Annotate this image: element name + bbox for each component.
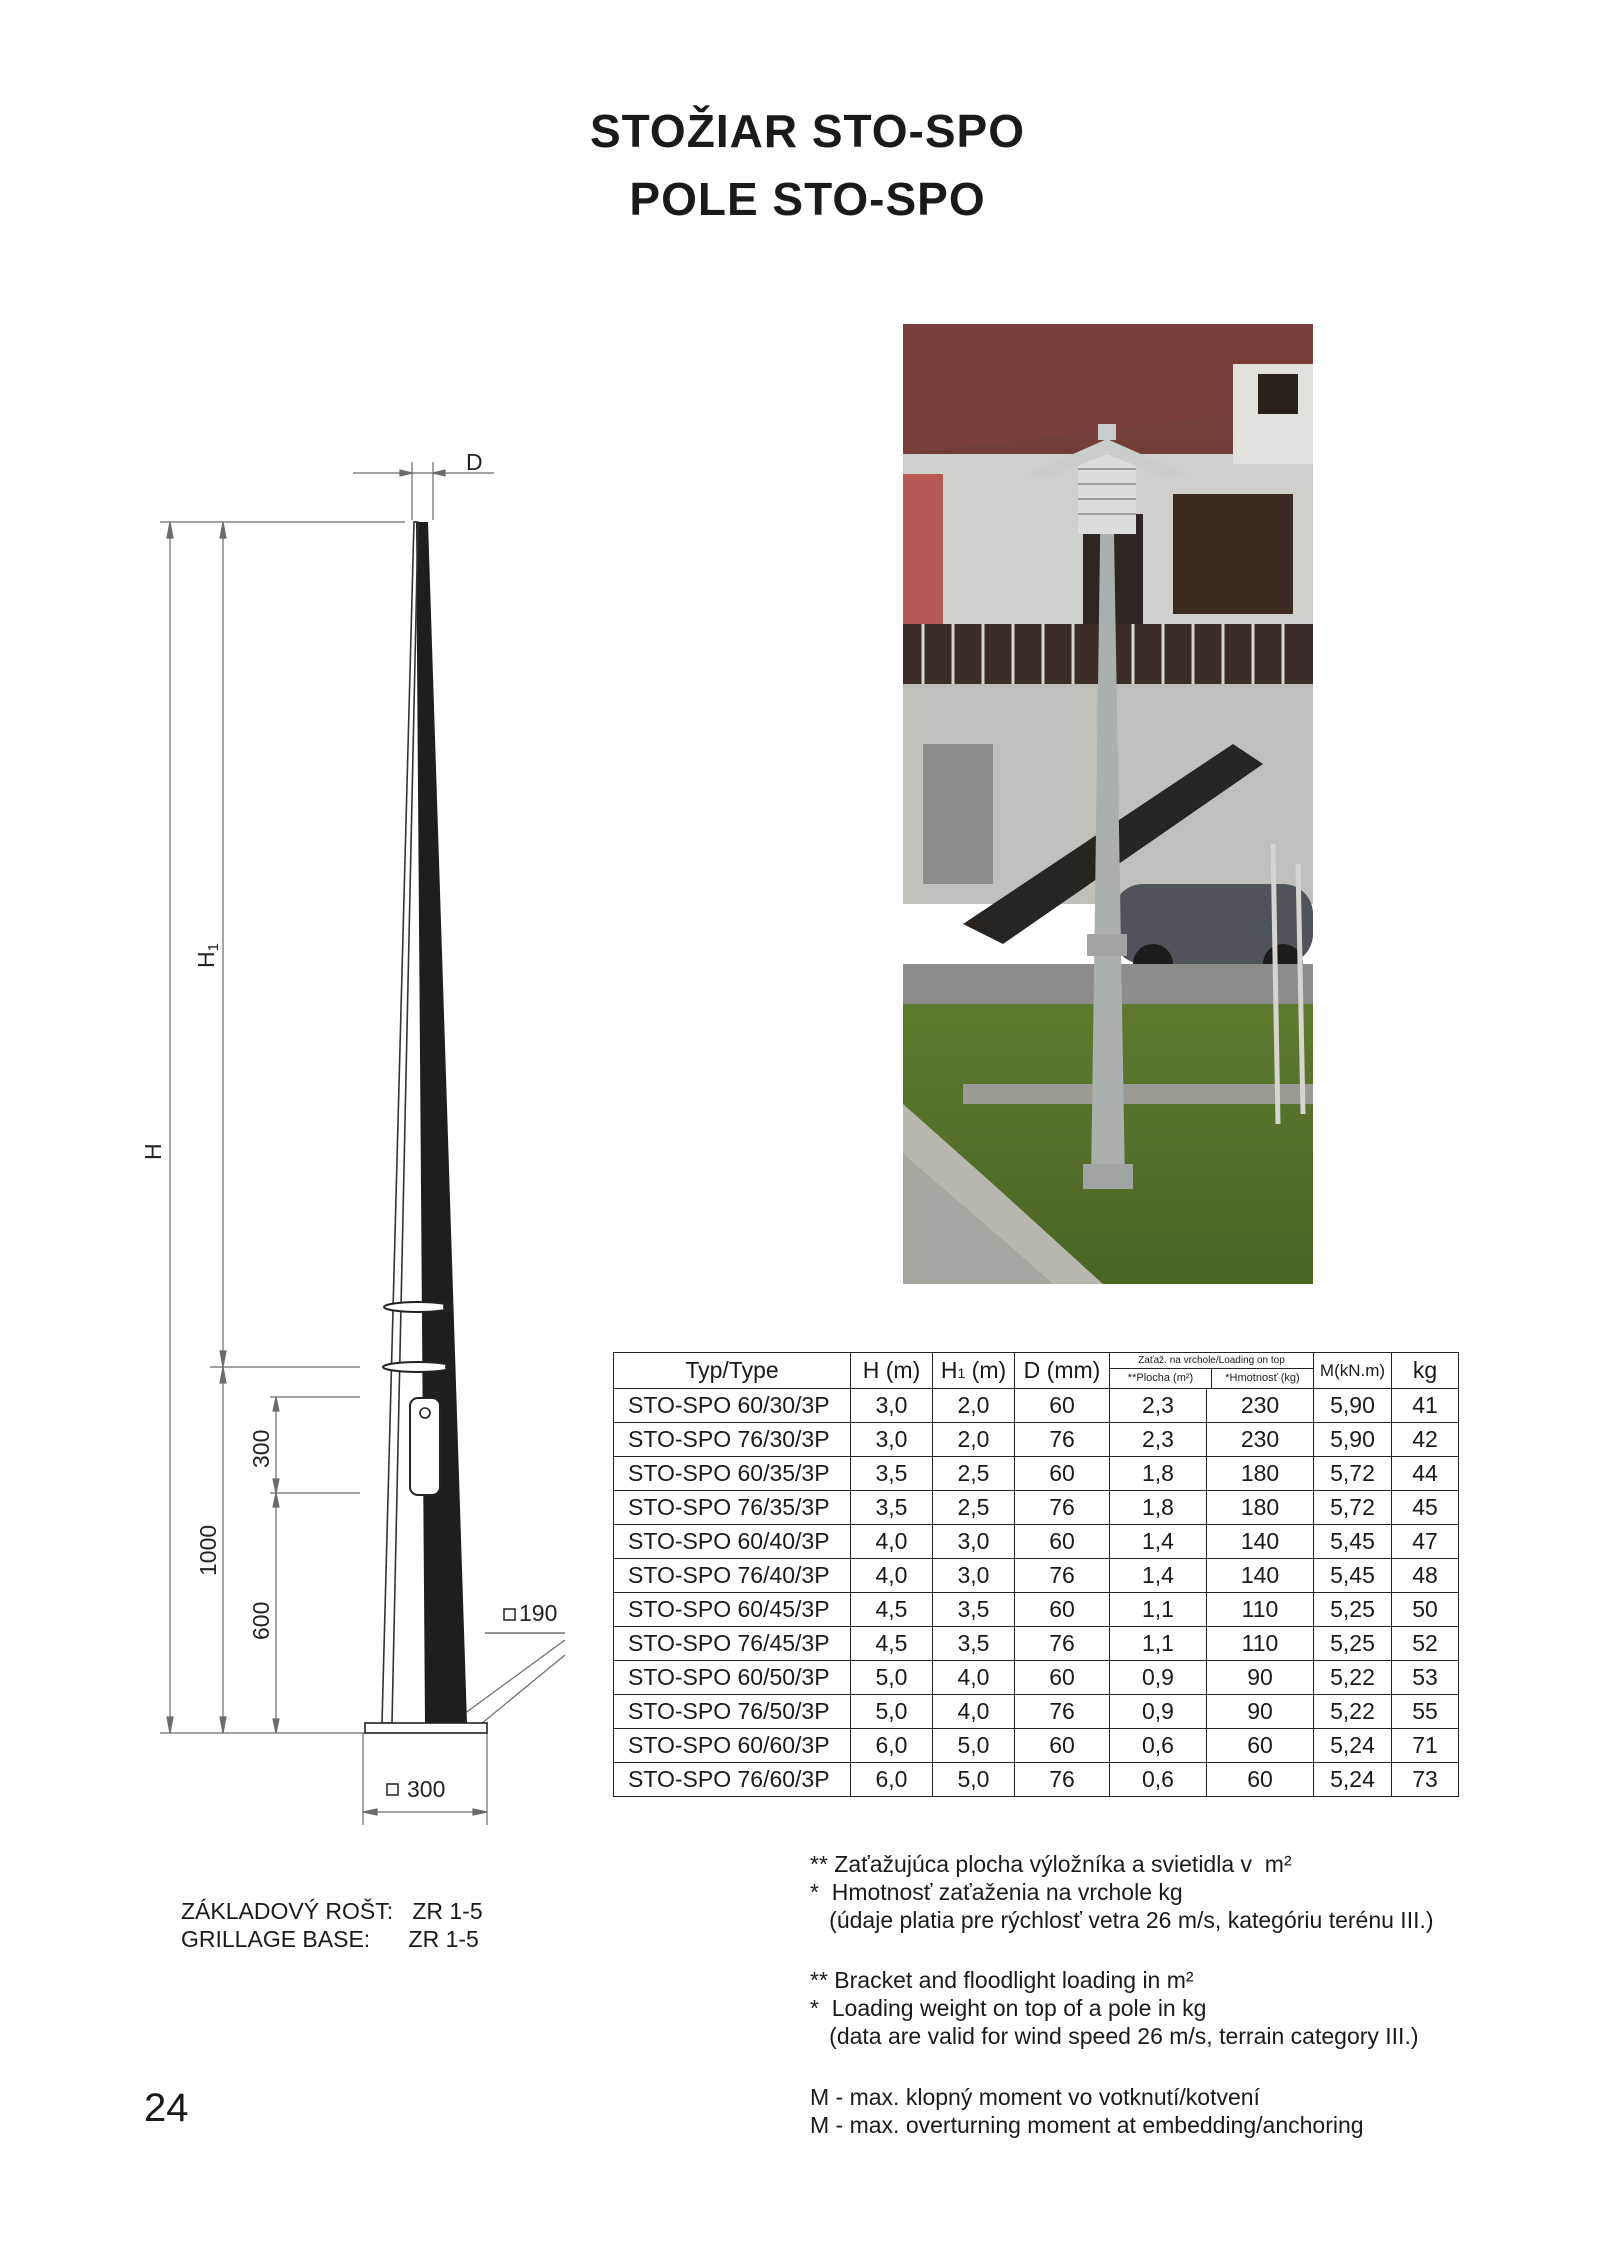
label-300: 300 xyxy=(248,1429,274,1468)
col-header-d: D (mm) xyxy=(1015,1353,1110,1389)
square-symbol-icon xyxy=(504,1609,515,1620)
col-header-type: Typ/Type xyxy=(614,1353,851,1389)
pole-shape xyxy=(365,522,487,1733)
table-row: STO-SPO 60/35/3P 3,5 2,5 60 1,8 180 5,72 44 xyxy=(614,1457,1459,1491)
spec-table xyxy=(613,1352,1459,1797)
col-header-m: M(kN.m) xyxy=(1314,1353,1392,1389)
notes-moment: M - max. klopný moment vo votknutí/kotvení M - max. overturning moment at embedding/anchoring xyxy=(810,2084,1364,2138)
label-h1: H1 xyxy=(193,943,222,968)
table-row: STO-SPO 60/40/3P 4,0 3,0 60 1,4 140 5,45 47 xyxy=(614,1525,1459,1559)
table-row: STO-SPO 60/60/3P 6,0 5,0 60 0,6 60 5,24 71 xyxy=(614,1729,1459,1763)
table-row: STO-SPO 60/50/3P 5,0 4,0 60 0,9 90 5,22 53 xyxy=(614,1661,1459,1695)
label-d: D xyxy=(466,449,483,475)
square-symbol-icon xyxy=(387,1784,398,1795)
table-row: STO-SPO 60/30/3P 3,0 2,0 60 2,3 230 5,90 41 xyxy=(614,1389,1459,1423)
notes-slovak: ** Zaťažujúca plocha výložníka a svietidla v m² * Hmotnosť zaťaženia na vrchole kg (údaje platia pre rýchlosť vetra 26 m/s, kategóriu terénu III.) xyxy=(810,1851,1434,1933)
label-600: 600 xyxy=(248,1601,274,1640)
page-subtitle: POLE STO-SPO xyxy=(629,173,986,225)
table-row: STO-SPO 76/60/3P 6,0 5,0 76 0,6 60 5,24 73 xyxy=(614,1763,1459,1797)
label-h: H xyxy=(140,1143,166,1160)
label-base-190: 190 xyxy=(519,1600,558,1626)
col-header-load: Zaťaž. na vrchole/Loading on top **Plocha (m²) *Hmotnosť (kg) xyxy=(1110,1353,1314,1389)
table-row: STO-SPO 76/40/3P 4,0 3,0 76 1,4 140 5,45 48 xyxy=(614,1559,1459,1593)
table-row: STO-SPO 76/45/3P 4,5 3,5 76 1,1 110 5,25 52 xyxy=(614,1627,1459,1661)
table-row: STO-SPO 76/50/3P 5,0 4,0 76 0,9 90 5,22 55 xyxy=(614,1695,1459,1729)
label-1000: 1000 xyxy=(195,1524,221,1576)
table-row: STO-SPO 76/35/3P 3,5 2,5 76 1,8 180 5,72 45 xyxy=(614,1491,1459,1525)
pole-technical-drawing xyxy=(0,0,700,1900)
col-header-h1: H1 (m) xyxy=(933,1353,1015,1389)
table-row: STO-SPO 76/30/3P 3,0 2,0 76 2,3 230 5,90 42 xyxy=(614,1423,1459,1457)
col-header-h: H (m) xyxy=(851,1353,933,1389)
col-header-kg: kg xyxy=(1392,1353,1459,1389)
table-row: STO-SPO 60/45/3P 4,5 3,5 60 1,1 110 5,25 50 xyxy=(614,1593,1459,1627)
label-base-300: 300 xyxy=(407,1776,446,1802)
table-header-row xyxy=(614,1353,1459,1389)
page-title: STOŽIAR STO-SPO xyxy=(589,105,1026,157)
page-number: 24 xyxy=(144,2086,189,2130)
pole-photo xyxy=(903,324,1313,1284)
grillage-info: ZÁKLADOVÝ ROŠT: ZR 1-5 GRILLAGE BASE: ZR 1-5 xyxy=(181,1898,483,1952)
notes-english: ** Bracket and floodlight loading in m² * Loading weight on top of a pole in kg (data are valid for wind speed 26 m/s, terrain category III.) xyxy=(810,1967,1419,2049)
